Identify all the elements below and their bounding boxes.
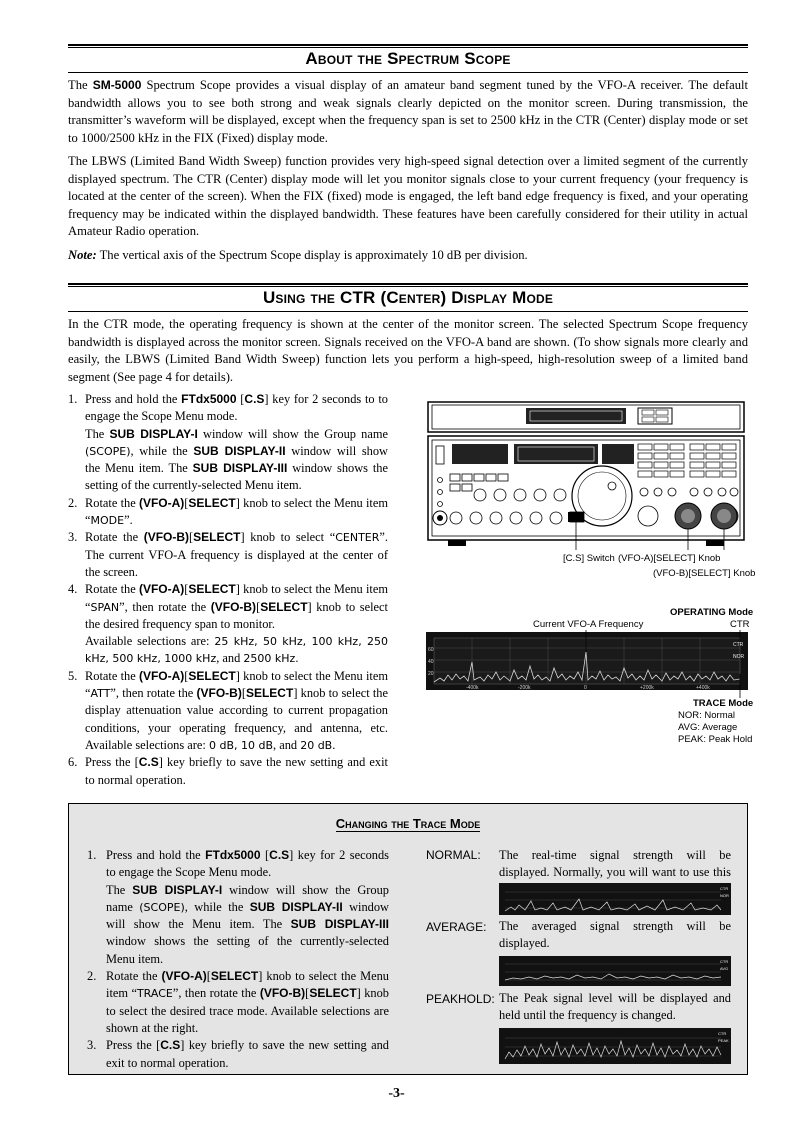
section-bottom-rule	[68, 72, 748, 73]
mini-badge: NOR	[720, 893, 729, 898]
mini-badge: AVG	[720, 966, 729, 971]
mini-badge: PEAK	[718, 1038, 729, 1043]
transceiver-front-panel-illustration	[426, 400, 748, 550]
vfoa-knob-caption: (VFO-A)[SELECT] Knob	[618, 553, 721, 564]
list-item: 1. Press and hold the FTdx5000 [C.S] key for 2 seconds to engage the Scope Menu mode. The SUB DISPLAY-I window will show the Group name (SCOPE), while the SUB DISPLAY-II window will show the Menu item. The SUB DISPLAY-III window shows the setting of the currently-selected Menu item.	[87, 848, 390, 966]
ctr-intro-paragraph: In the CTR mode, the operating frequency is shown at the center of the monitor screen. The selected Spectrum Scope frequency bandwidth is displayed across the monitor screen. Signals received on the VFO-A band are shown. (To show signals more clearly and easily, the LBWS (Limited Band Width Sweep) function lets you perform a high-speed, high-resolution sweep of a limited band segment (See page 4 for details).	[68, 317, 748, 384]
section-bottom-rule	[68, 311, 748, 312]
trace-peakhold-screen	[499, 1028, 731, 1064]
list-item: 5. Rotate the (VFO-A)[SELECT] knob to select the Menu item “ATT”, then rotate the (VFO-B)[SELECT] knob to select the display attenuation value according to current propagation conditions, your operating frequency, and antenna, etc. Available selections are: 0 dB, 10 dB, and 20 dB.	[68, 668, 388, 752]
y-tick-label: 40	[428, 659, 434, 665]
about-note: Note: The vertical axis of the Spectrum Scope display is approximately 10 dB per division.	[68, 248, 528, 262]
x-tick-label: +200k	[640, 685, 654, 690]
scope-callout-lines	[580, 630, 750, 700]
scope-badge-nor: NOR	[733, 654, 745, 660]
current-frequency-caption: Current VFO-A Frequency	[533, 619, 644, 630]
section-heading-trace: Changing the Trace Mode	[335, 816, 481, 831]
section-heading-about: About the Spectrum Scope	[305, 49, 511, 68]
x-tick-label: 0	[584, 685, 587, 690]
mode-desc-peakhold: The Peak signal level will be displayed and held until the frequency is changed.	[499, 991, 731, 1023]
about-paragraph-1: The SM-5000 Spectrum Scope provides a visual display of an amateur band segment tuned by the VFO-A receiver. The default bandwidth allows you to see both strong and weak signals clearly depicted on the monitor screen. During transmission, the transmitter’s waveform will be displayed, except when the frequency span is set to 2500 kHz in the CTR (Center) display mode or set to 1000/2500 kHz in the FIX (Fixed) display mode.	[68, 78, 748, 145]
mini-badge: CTR	[720, 959, 729, 964]
list-item: 2. Rotate the (VFO-A)[SELECT] knob to select the Menu item “MODE”.	[68, 495, 388, 528]
mini-badge: CTR	[720, 886, 729, 891]
list-item: 3. Press the [C.S] key briefly to save the new setting and exit to normal operation.	[87, 1038, 389, 1070]
trace-normal-screen	[499, 883, 731, 915]
vfob-knob-caption: (VFO-B)[SELECT] Knob	[653, 568, 756, 579]
y-tick-label: 60	[428, 647, 434, 653]
ctr-caption: CTR	[730, 619, 750, 630]
list-item: 4. Rotate the (VFO-A)[SELECT] knob to select the Menu item “SPAN”, then rotate the (VFO-B)[SELECT] knob to select the desired frequency span to monitor. Available selections are: 25 kHz, 50 kHz, 100 kHz, 250 kHz, 500 kHz, 1000 kHz, and 2500 kHz.	[68, 582, 389, 666]
mode-label-normal: NORMAL:	[426, 848, 481, 862]
mode-label-peakhold: PEAKHOLD:	[426, 992, 495, 1006]
page-number: -3-	[388, 1086, 405, 1101]
trace-steps-list	[87, 847, 389, 1072]
trace-average-screen	[499, 956, 731, 986]
x-tick-label: -200k	[518, 685, 531, 690]
section-top-rule	[68, 283, 748, 287]
about-paragraph-2: The LBWS (Limited Band Width Sweep) function provides very high-speed signal detection over a limited segment of the currently displayed spectrum. The CTR (Center) display mode will let you monitor signals close to your current frequency (your frequency is located at the center of the screen). When the FIX (fixed) mode is engaged, the left band edge frequency is fixed, and your operating frequency may be indicated within the displayed bandwidth. These features have been carefully considered for their utility in actual Amateur Radio operation.	[68, 154, 748, 239]
mini-badge: CTR	[718, 1031, 727, 1036]
y-tick-label: 20	[428, 671, 434, 677]
mode-desc-average: The averaged signal strength will be displayed.	[499, 919, 731, 951]
trace-normal-caption: NOR: Normal	[678, 710, 736, 721]
ctr-steps-list	[68, 391, 388, 789]
trace-mode-caption: TRACE Mode	[693, 698, 754, 709]
list-item: 2. Rotate the (VFO-A)[SELECT] knob to select the Menu item “TRACE”, then rotate the (VFO-B)[SELECT] knob to select the desired trace mode. Available selections are shown at the right.	[87, 969, 389, 1035]
trace-peak-caption: PEAK: Peak Hold	[678, 734, 753, 745]
mode-desc-normal: The real-time signal strength will be displayed. Normally, you will want to use this	[499, 848, 731, 880]
cs-switch-caption: [C.S] Switch	[563, 553, 615, 564]
x-tick-label: +400k	[696, 685, 710, 690]
x-tick-label: -400k	[466, 685, 479, 690]
list-item: 1. Press and hold the FTdx5000 [C.S] key for 2 seconds to to engage the Scope Menu mode. The SUB DISPLAY-I window will show the Group name (SCOPE), while the SUB DISPLAY-II window will show the Menu item. The SUB DISPLAY-III window shows the setting of the currently-selected Menu item.	[68, 392, 389, 493]
trace-average-caption: AVG: Average	[678, 722, 738, 733]
scope-badge-ctr: CTR	[733, 642, 744, 648]
operating-mode-caption: OPERATING Mode	[670, 607, 754, 618]
list-item: 3. Rotate the (VFO-B)[SELECT] knob to select “CENTER”. The current VFO-A frequency is displayed at the center of the screen.	[68, 530, 388, 579]
mode-label-average: AVERAGE:	[426, 920, 487, 934]
trace-mode-box	[68, 803, 748, 1075]
section-top-rule	[68, 44, 748, 48]
section-heading-ctr: Using the CTR (Center) Display Mode	[262, 288, 554, 307]
list-item: 6. Press the [C.S] key briefly to save the new setting and exit to normal operation.	[68, 755, 388, 787]
